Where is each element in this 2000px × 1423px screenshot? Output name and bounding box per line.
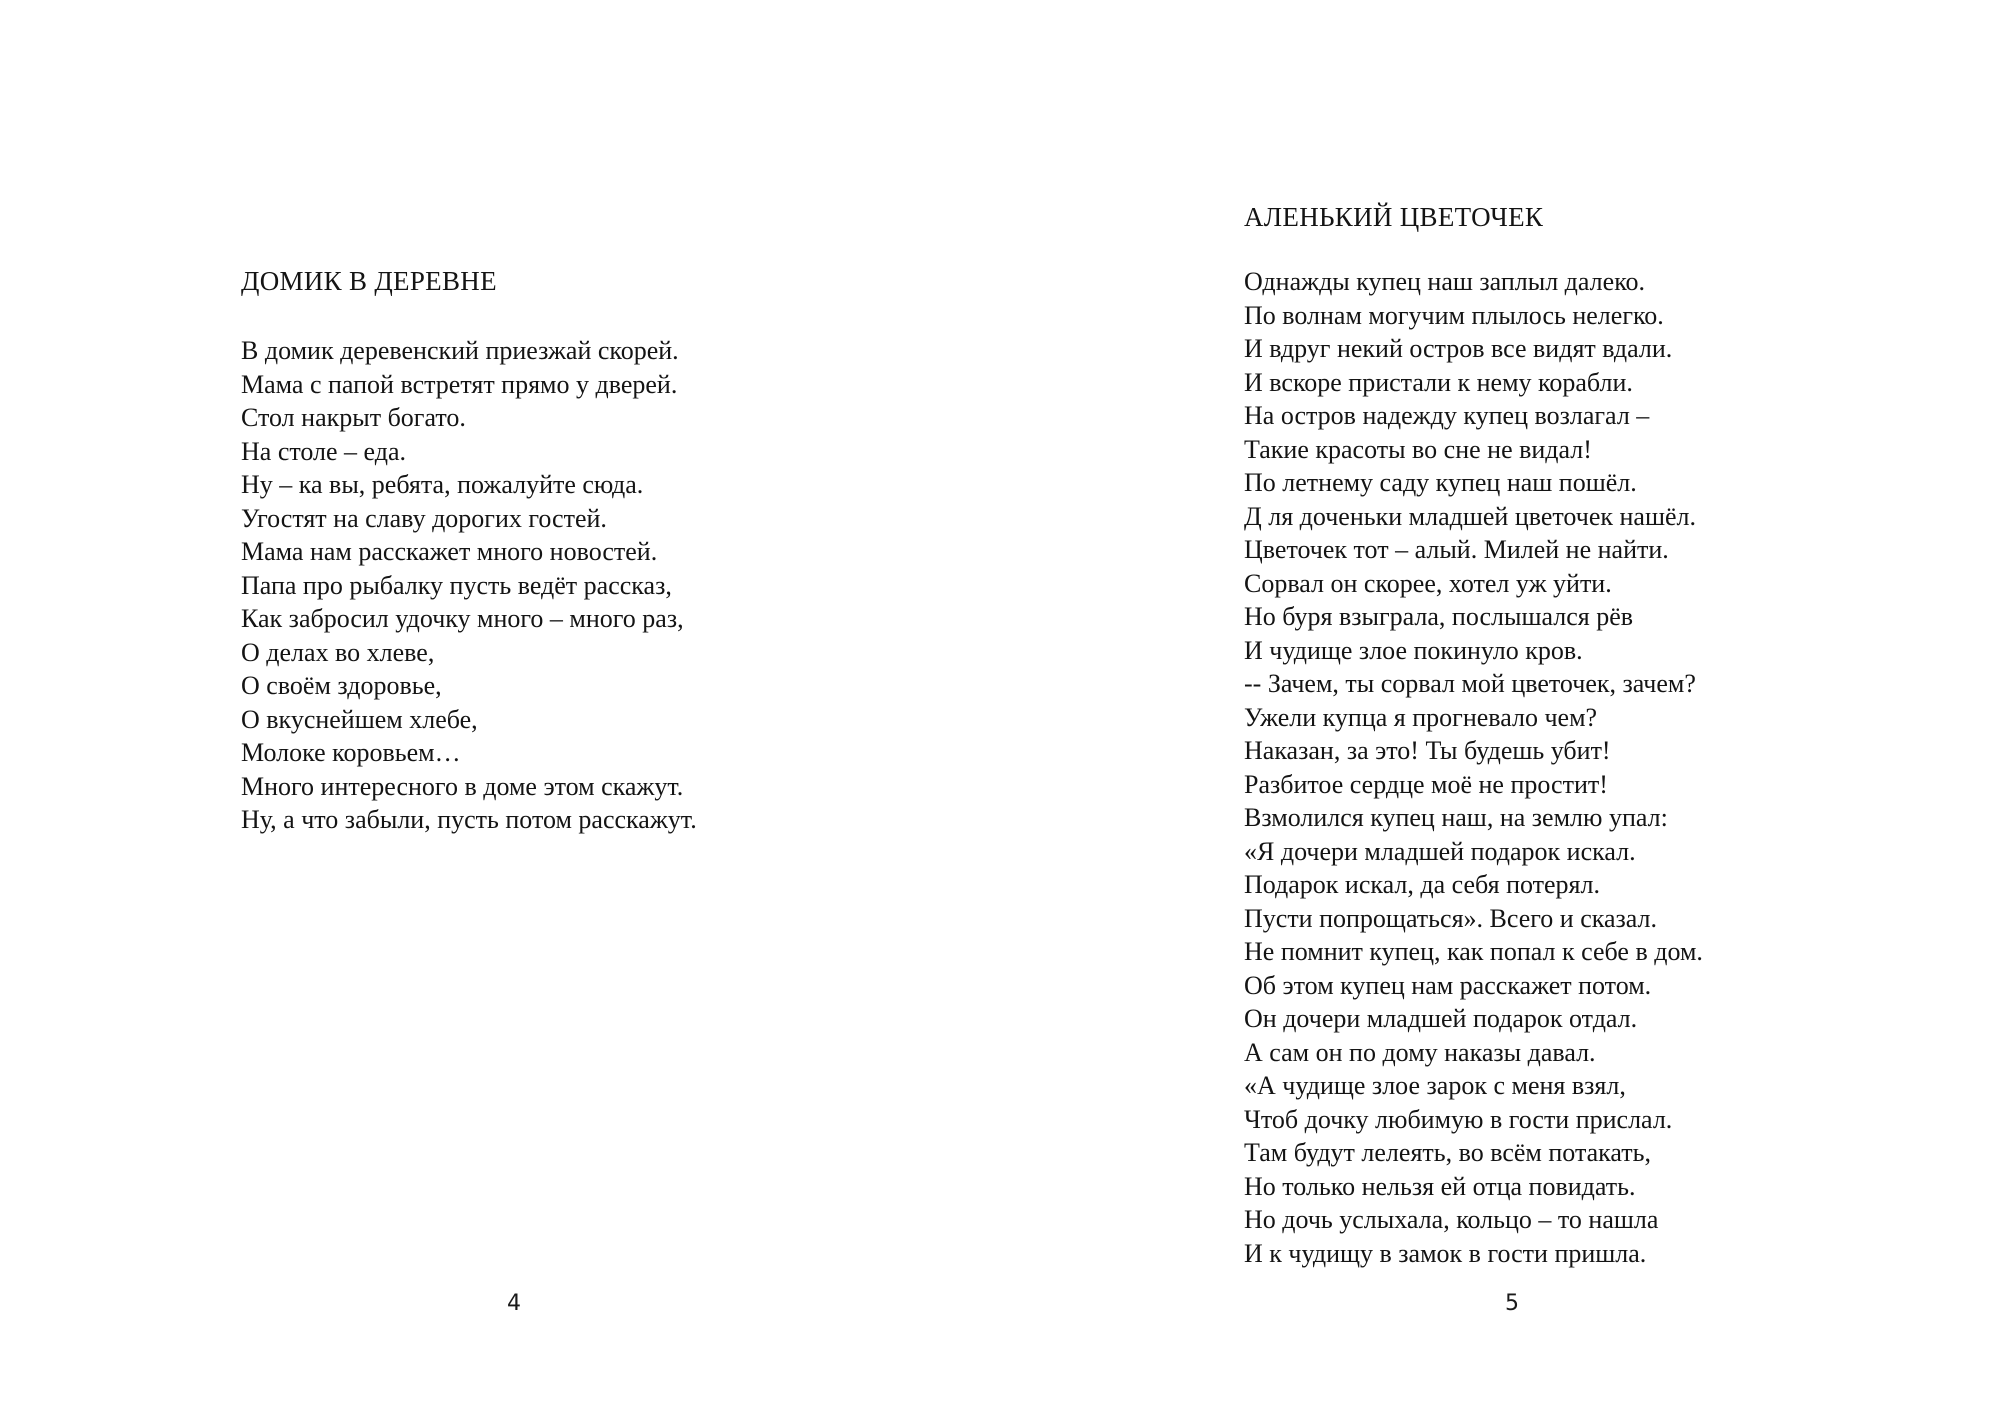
poem-line: Пусти попрощаться». Всего и сказал. (1244, 903, 1658, 933)
poem-line: Такие красоты во сне не видал! (1244, 434, 1592, 464)
right-page (1000, 0, 2000, 1423)
poem-line: Угостят на славу дорогих гостей. (241, 503, 607, 533)
poem-line: Подарок искал, да себя потерял. (1244, 870, 1600, 899)
poem-line: На столе – еда. (241, 436, 407, 466)
poem-line: Ну – ка вы, ребята, пожалуйте сюда. (241, 470, 644, 499)
poem-line: И чудище злое покинуло кров. (1244, 635, 1583, 665)
poem-line: О вкуснейшем хлебе, (241, 704, 478, 734)
poem-line: Разбитое сердце моё не простит! (1244, 769, 1608, 799)
poem-line: Цветочек тот – алый. Милей не найти. (1244, 535, 1669, 564)
poem-line: Взмолился купец наш, на землю упал: (1244, 803, 1668, 832)
poem-line: Но только нельзя ей отца повидать. (1244, 1171, 1636, 1201)
poem-line: Не помнит купец, как попал к себе в дом. (1244, 937, 1703, 966)
poem-lines (1244, 265, 1703, 1270)
poem-line: Но буря взыграла, послышался рёв (1244, 602, 1634, 631)
poem-line: Там будут лелеять, во всём потакать, (1244, 1138, 1651, 1167)
poem-line: Папа про рыбалку пусть ведёт рассказ, (241, 570, 672, 600)
poem-line: По летнему саду купец наш пошёл. (1244, 468, 1637, 497)
poem-alenkiy-tsvetochek (1244, 200, 1703, 1270)
poem-title: ДОМИК В ДЕРЕВНЕ (241, 266, 497, 296)
poem-line: Но дочь услыхала, кольцо – то нашла (1244, 1205, 1659, 1234)
poem-line: Мама с папой встретят прямо у дверей. (241, 369, 678, 399)
poem-line: О делах во хлеве, (241, 637, 435, 667)
poem-line: -- Зачем, ты сорвал мой цветочек, зачем? (1244, 669, 1696, 698)
poem-line: Ужели купца я прогневало чем? (1244, 702, 1598, 732)
poem-line: О своём здоровье, (241, 671, 442, 700)
poem-line: «Я дочери младшей подарок искал. (1244, 836, 1636, 866)
poem-line: «А чудище злое зарок с меня взял, (1244, 1071, 1626, 1100)
poem-domik-v-derevne (241, 264, 697, 837)
poem-line: Однажды купец наш заплыл далеко. (1244, 267, 1646, 296)
poem-line: И вдруг некий остров все видят вдали. (1244, 334, 1673, 363)
poem-lines (241, 334, 697, 837)
poem-line: Стол накрыт богато. (241, 403, 466, 432)
poem-line: Ну, а что забыли, пусть потом расскажут. (241, 805, 697, 834)
page-number: 4 (507, 1291, 521, 1316)
poem-line: Как забросил удочку много – много раз, (241, 604, 684, 633)
page-number: 5 (1505, 1291, 1519, 1316)
poem-line: И вскоре пристали к нему корабли. (1244, 367, 1633, 397)
poem-line: Об этом купец нам расскажет потом. (1244, 970, 1652, 1000)
poem-line: Д ля доченьки младшей цветочек нашёл. (1244, 501, 1696, 531)
poem-line: Мама нам расскажет много новостей. (241, 537, 658, 566)
poem-line: А сам он по дому наказы давал. (1244, 1037, 1596, 1067)
poem-line: На остров надежду купец возлагал – (1244, 401, 1650, 430)
poem-line: Молоке коровьем… (241, 738, 461, 767)
poem-line: Сорвал он скорее, хотел уж уйти. (1244, 568, 1612, 598)
poem-line: В домик деревенский приезжай скорей. (241, 336, 679, 365)
poem-line: Наказан, за это! Ты будешь убит! (1244, 736, 1611, 765)
poem-line: Чтоб дочку любимую в гости прислал. (1244, 1104, 1673, 1134)
poem-line: Он дочери младшей подарок отдал. (1244, 1004, 1638, 1033)
poem-line: По волнам могучим плылось нелегко. (1244, 300, 1664, 330)
poem-line: Много интересного в доме этом скажут. (241, 771, 684, 801)
poem-title: АЛЕНЬКИЙ ЦВЕТОЧЕК (1244, 202, 1544, 232)
poem-line: И к чудищу в замок в гости пришла. (1244, 1238, 1647, 1268)
